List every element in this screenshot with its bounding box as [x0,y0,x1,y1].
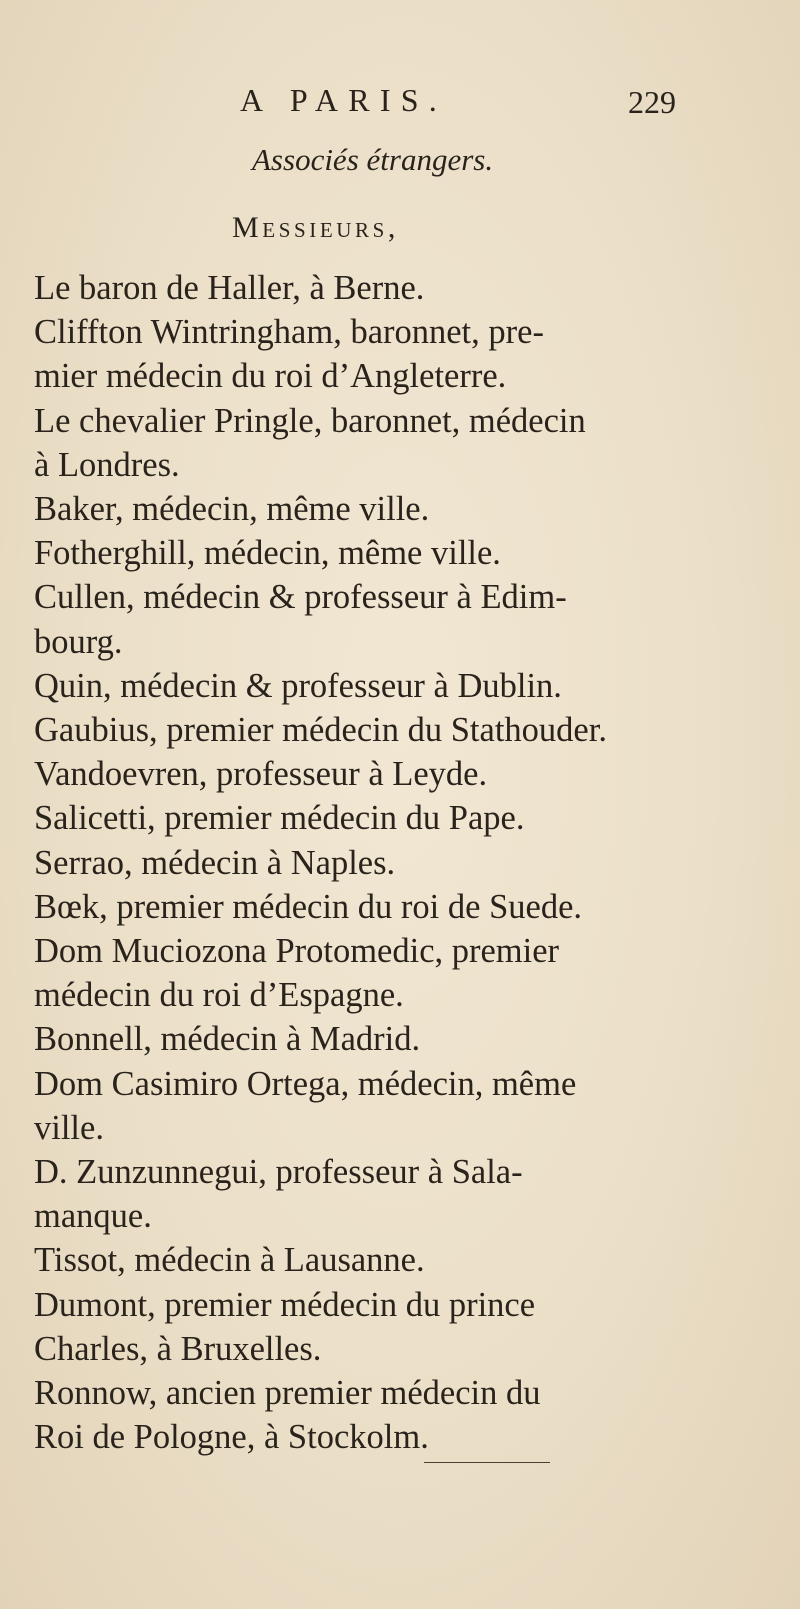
entry-line: Tissot, médecin à Lausanne. [34,1241,425,1280]
entry-line: bourg. [34,622,123,661]
entry-line: Le chevalier Pringle, baronnet, médecin [34,401,586,440]
list-item [34,575,704,663]
list-item [34,310,704,398]
entry-line: Quin, médecin & professeur à Dublin. [34,666,562,705]
list-item [34,1150,704,1238]
entry-line: Salicetti, premier médecin du Pape. [34,799,525,838]
list-item [34,399,704,487]
entry-line: Roi de Pologne, à Stockolm. [34,1418,429,1457]
list-item [34,664,704,708]
list-item [34,266,704,310]
page-number: 229 [628,84,676,120]
entry-line: Le baron de Haller, à Berne. [34,269,425,307]
entry-line: Cullen, médecin & professeur à Edim- [34,578,567,617]
entry-line: Serrao, médecin à Naples. [34,843,396,882]
section-title: Associés étrangers. [252,142,494,177]
list-item [34,885,704,929]
member-list [34,266,704,1459]
list-item [34,929,704,1017]
entry-line: D. Zunzunnegui, professeur à Sala- [34,1153,523,1192]
list-item [34,487,704,531]
entry-line: Dom Muciozona Protomedic, premier [34,932,560,971]
entry-line: Fotherghill, médecin, même ville. [34,534,501,573]
list-item [34,1371,704,1459]
entry-line: médecin du roi d’Espagne. [34,976,404,1015]
entry-line: à Londres. [34,445,180,484]
entry-line: ville. [34,1108,104,1147]
entry-line: Baker, médecin, même ville. [34,490,430,529]
entry-line: Charles, à Bruxelles. [34,1329,322,1368]
entry-line: Vandoevren, professeur à Leyde. [34,755,488,794]
list-item [34,1283,704,1371]
entry-line: Bœk, premier médecin du roi de Suede. [34,887,583,926]
closing-rule [424,1462,550,1463]
list-item [34,752,704,796]
entry-line: Gaubius, premier médecin du Stathouder. [34,711,607,750]
list-item [34,708,704,752]
running-head: A PARIS. [240,82,448,118]
list-item [34,531,704,575]
list-item [34,1238,704,1282]
list-item [34,841,704,885]
entry-line: Ronnow, ancien premier médecin du [34,1374,541,1413]
list-item [34,796,704,840]
list-item [34,1017,704,1061]
entry-line: Bonnell, médecin à Madrid. [34,1020,421,1059]
entry-line: mier médecin du roi d’Angleterre. [34,357,507,396]
entry-line: manque. [34,1197,152,1236]
entry-line: Dumont, premier médecin du prince [34,1285,536,1324]
salutation: Messieurs, [232,211,400,244]
entry-line: Dom Casimiro Ortega, médecin, même [34,1064,577,1103]
list-item [34,1062,704,1150]
entry-line: Cliffton Wintringham, baronnet, pre- [34,313,544,352]
